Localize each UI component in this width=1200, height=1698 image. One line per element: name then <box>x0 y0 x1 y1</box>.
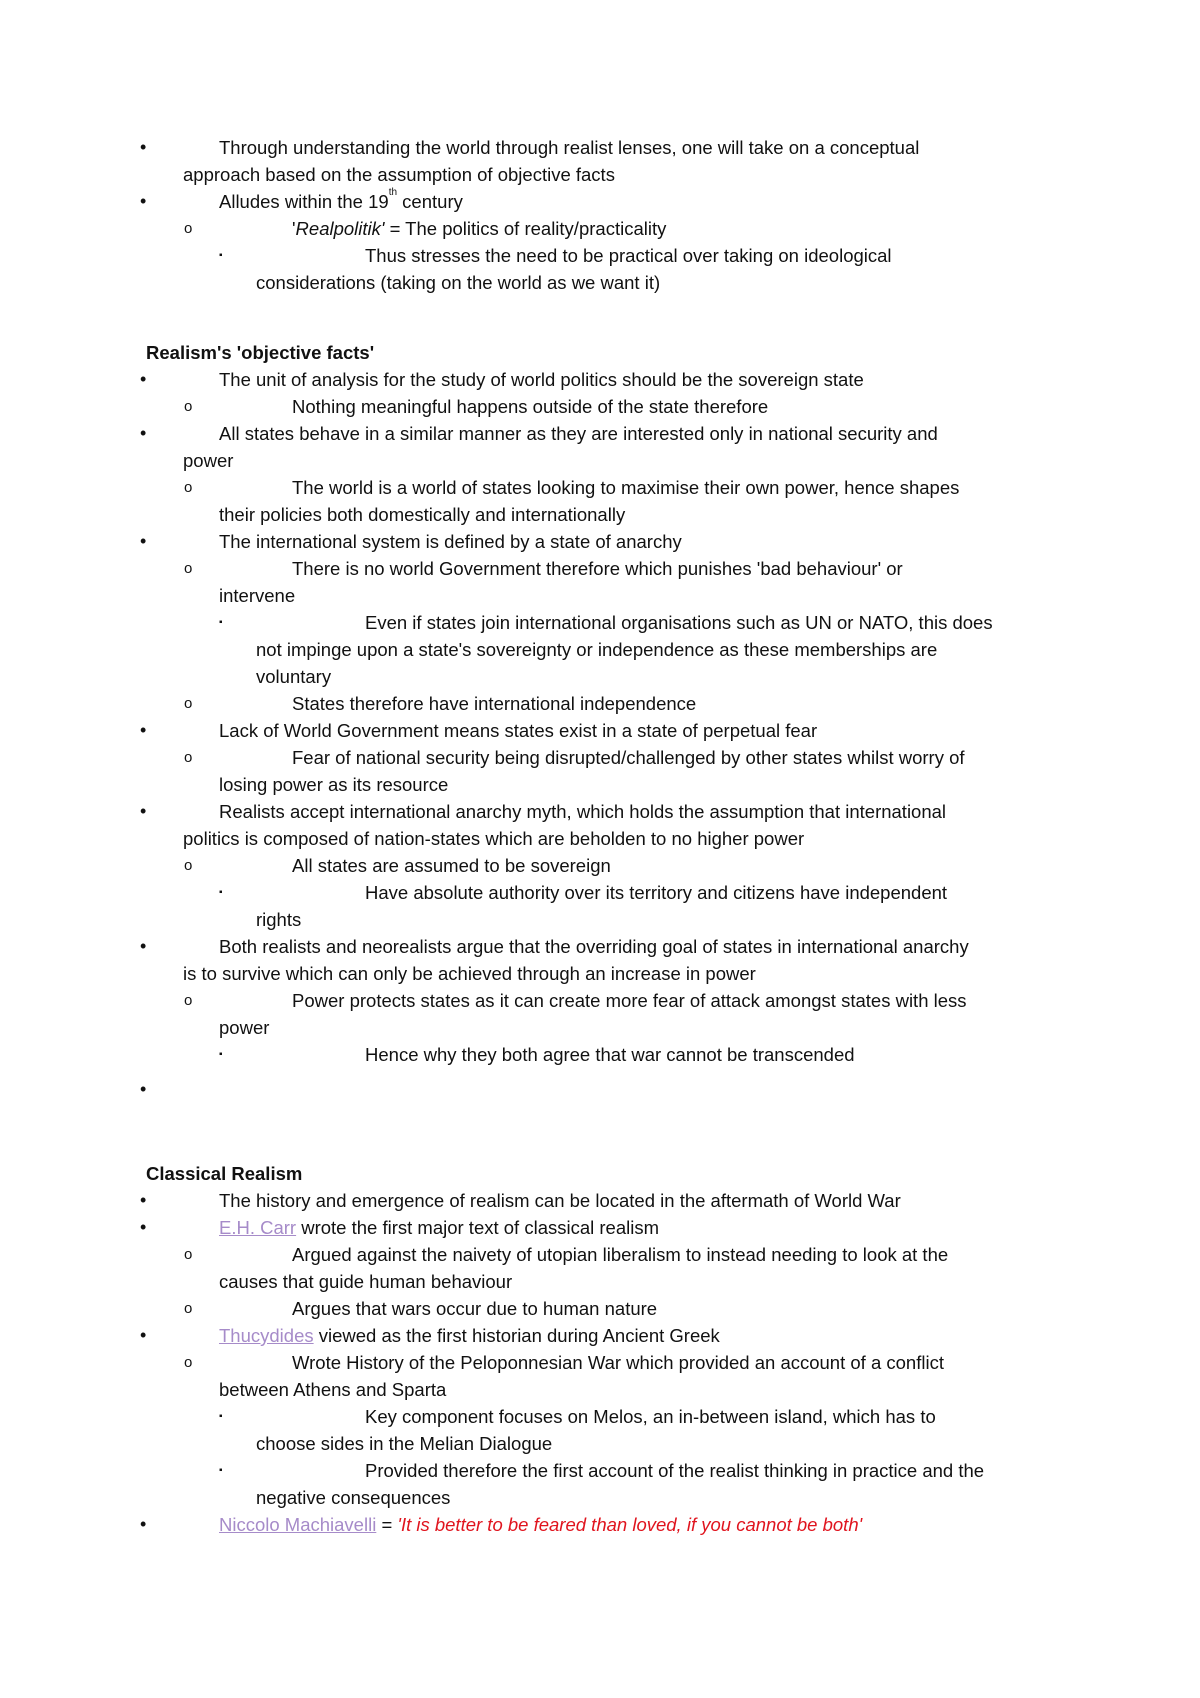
list-item-text: All states are assumed to be sovereign <box>292 855 611 876</box>
text-run: wrote the first major text of classical realism <box>296 1217 660 1238</box>
square-marker: ▪ <box>219 250 223 261</box>
list-item-text: power <box>183 450 234 471</box>
machiavelli-quote: 'It is better to be feared than loved, if you cannot be both' <box>397 1514 863 1535</box>
section-heading: Classical Realism <box>146 1163 303 1184</box>
square-marker: ▪ <box>219 1411 223 1422</box>
superscript: th <box>388 186 398 198</box>
eh-carr-link[interactable]: E.H. Carr <box>219 1217 297 1238</box>
list-item-text: The world is a world of states looking to maximise their own power, hence shapes <box>292 477 960 498</box>
list-item-text: is to survive which can only be achieved through an increase in power <box>183 963 756 984</box>
list-item-text: Even if states join international organisations such as UN or NATO, this does <box>365 612 993 633</box>
text-run: Alludes within the 19 <box>219 191 389 212</box>
machiavelli-link[interactable]: Niccolo Machiavelli <box>219 1514 377 1535</box>
bullet-marker: • <box>140 1514 147 1534</box>
circle-marker: o <box>184 1354 193 1371</box>
list-item-text: choose sides in the Melian Dialogue <box>256 1433 553 1454</box>
bullet-marker: • <box>140 191 147 211</box>
bullet-marker: • <box>140 137 147 157</box>
list-item-text: Both realists and neorealists argue that the overriding goal of states in international anarchy <box>219 936 969 957</box>
list-item-text: Provided therefore the first account of the realist thinking in practice and the <box>365 1460 985 1481</box>
circle-marker: o <box>184 749 193 766</box>
list-item-text: Through understanding the world through realist lenses, one will take on a conceptual <box>219 137 920 158</box>
circle-marker: o <box>184 560 193 577</box>
circle-marker: o <box>184 479 193 496</box>
circle-marker: o <box>184 992 193 1009</box>
list-item-text: The unit of analysis for the study of world politics should be the sovereign state <box>219 369 864 390</box>
bullet-marker: • <box>140 720 147 740</box>
list-item-text: Key component focuses on Melos, an in-between island, which has to <box>365 1406 936 1427</box>
circle-marker: o <box>184 1300 193 1317</box>
circle-marker: o <box>184 857 193 874</box>
list-item-text: Argues that wars occur due to human nature <box>292 1298 658 1319</box>
list-item-text: intervene <box>219 585 296 606</box>
text-run: century <box>397 191 463 212</box>
list-item-text: States therefore have international independence <box>292 693 697 714</box>
list-item-text: The international system is defined by a state of anarchy <box>219 531 682 552</box>
text-run: viewed as the first historian during Ancient Greek <box>313 1325 720 1346</box>
bullet-marker: • <box>140 1079 147 1099</box>
circle-marker: o <box>184 220 193 237</box>
bullet-marker: • <box>140 531 147 551</box>
list-item-text <box>219 1511 862 1538</box>
list-item-text: The history and emergence of realism can be located in the aftermath of World War <box>219 1190 901 1211</box>
circle-marker: o <box>184 398 193 415</box>
list-item-text <box>292 215 666 242</box>
list-item-text: All states behave in a similar manner as they are interested only in national security and <box>219 423 938 444</box>
list-item-text: Have absolute authority over its territory and citizens have independent <box>365 882 948 903</box>
list-item-text: causes that guide human behaviour <box>219 1271 513 1292</box>
list-item-text: voluntary <box>256 666 332 687</box>
italic-term: Realpolitik' <box>295 218 385 239</box>
list-item-text: Realists accept international anarchy myth, which holds the assumption that international <box>219 801 947 822</box>
text-run: = <box>376 1514 398 1535</box>
list-item-text: Fear of national security being disrupted/challenged by other states whilst worry of <box>292 747 965 768</box>
list-item-text: between Athens and Sparta <box>219 1379 447 1400</box>
bullet-marker: • <box>140 936 147 956</box>
list-item-text: rights <box>256 909 302 930</box>
section-heading: Realism's 'objective facts' <box>146 342 375 363</box>
bullet-marker: • <box>140 369 147 389</box>
square-marker: ▪ <box>219 617 223 628</box>
list-item-text: negative consequences <box>256 1487 451 1508</box>
list-item-text: Hence why they both agree that war cannot be transcended <box>365 1044 855 1065</box>
bullet-marker: • <box>140 423 147 443</box>
list-item-text <box>219 188 463 215</box>
square-marker: ▪ <box>219 1049 223 1060</box>
list-item-text: politics is composed of nation-states which are beholden to no higher power <box>183 828 805 849</box>
square-marker: ▪ <box>219 1465 223 1476</box>
thucydides-link[interactable]: Thucydides <box>219 1325 314 1346</box>
list-item-text <box>219 1214 659 1241</box>
circle-marker: o <box>184 695 193 712</box>
bullet-marker: • <box>140 1325 147 1345</box>
list-item-text: considerations (taking on the world as we want it) <box>256 272 661 293</box>
list-item-text: Nothing meaningful happens outside of the state therefore <box>292 396 769 417</box>
list-item-text: Argued against the naivety of utopian liberalism to instead needing to look at the <box>292 1244 949 1265</box>
list-item-text: There is no world Government therefore which punishes 'bad behaviour' or <box>292 558 903 579</box>
list-item-text <box>219 1322 720 1349</box>
list-item-text: not impinge upon a state's sovereignty or independence as these memberships are <box>256 639 938 660</box>
circle-marker: o <box>184 1246 193 1263</box>
bullet-marker: • <box>140 1190 147 1210</box>
list-item-text: power <box>219 1017 270 1038</box>
list-item-text: Wrote History of the Peloponnesian War which provided an account of a conflict <box>292 1352 944 1373</box>
list-item-text: Power protects states as it can create more fear of attack amongst states with less <box>292 990 967 1011</box>
list-item-text: approach based on the assumption of objective facts <box>183 164 615 185</box>
list-item-text: losing power as its resource <box>219 774 449 795</box>
bullet-marker: • <box>140 801 147 821</box>
bullet-marker: • <box>140 1217 147 1237</box>
list-item-text: their policies both domestically and internationally <box>219 504 626 525</box>
list-item-text: Lack of World Government means states exist in a state of perpetual fear <box>219 720 818 741</box>
square-marker: ▪ <box>219 887 223 898</box>
text-run: ' <box>292 218 296 239</box>
text-run: = The politics of reality/practicality <box>384 218 667 239</box>
list-item-text: Thus stresses the need to be practical over taking on ideological <box>365 245 892 266</box>
